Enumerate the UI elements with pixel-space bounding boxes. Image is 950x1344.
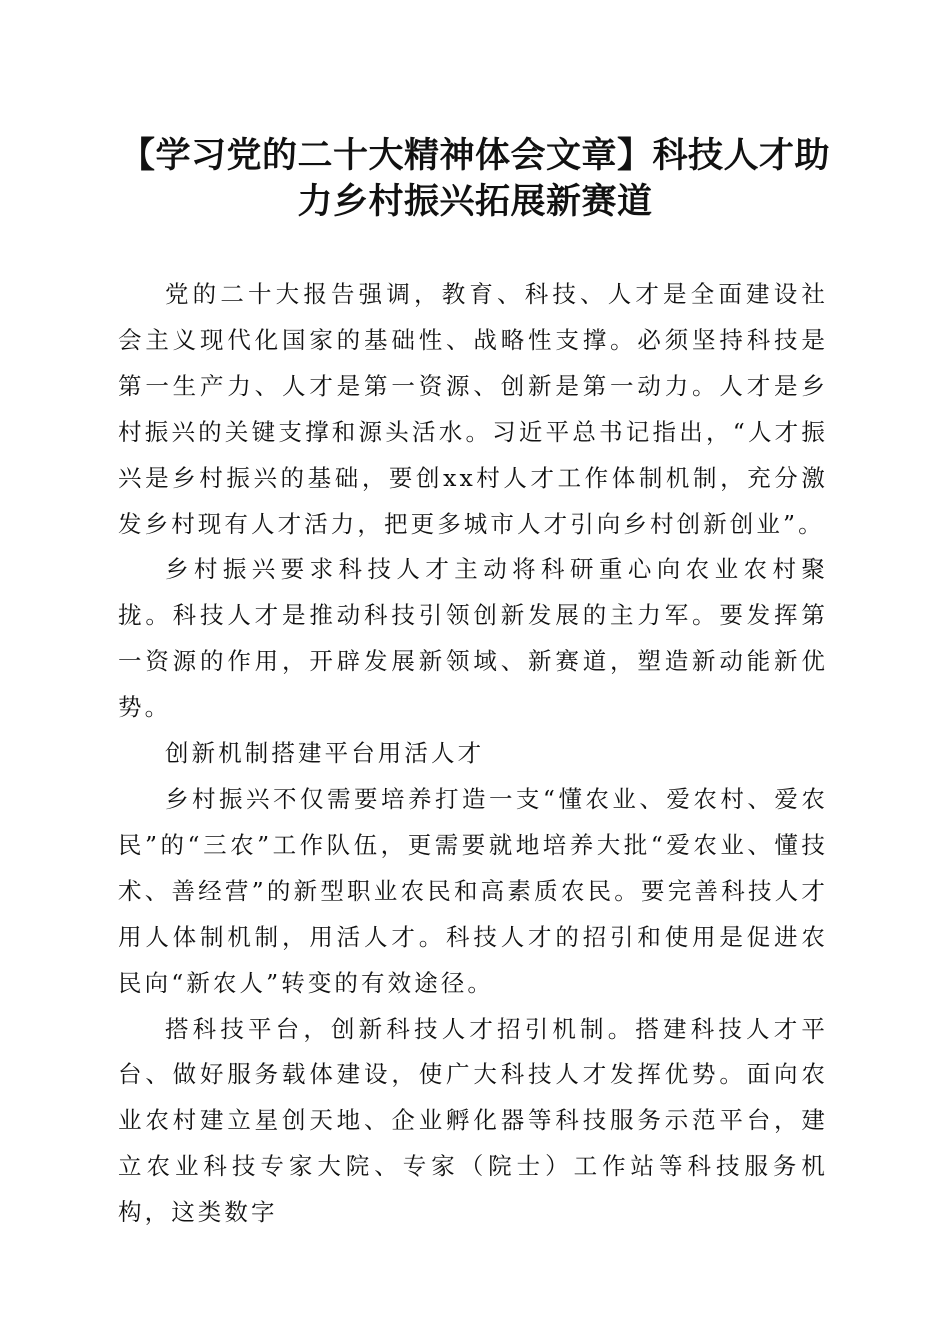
paragraph-intro: 党的二十大报告强调，教育、科技、人才是全面建设社会主义现代化国家的基础性、战略性支撑。必须坚持科技是第一生产力、人才是第一资源、创新是第一动力。人才是乡村振兴的关键支撑和源头活水。习近平总书记指出，“人才振兴是乡村振兴的基础，要创xx村人才工作体制机制，充分激发乡村现有人才活力，把更多城市人才引向乡村创新创业”。	[118, 280, 828, 538]
document-body	[118, 272, 828, 1236]
title-line-1: 【学习党的二十大精神体会文章】科技人才助	[119, 135, 830, 176]
paragraph-tech-platform: 搭科技平台，创新科技人才招引机制。搭建科技人才平台、做好服务载体建设，使广大科技人才发挥优势。面向农业农村建立星创天地、企业孵化器等科技服务示范平台，建立农业科技专家大院、专家（院士）工作站等科技服务机构，这类数字	[118, 1014, 828, 1227]
title-line-2: 力乡村振兴拓展新赛道	[297, 181, 653, 222]
paragraph-talent-cultivation: 乡村振兴不仅需要培养打造一支“懂农业、爱农村、爱农民”的“三农”工作队伍，更需要就地培养大批“爱农业、懂技术、善经营”的新型职业农民和高素质农民。要完善科技人才用人体制机制，用活人才。科技人才的招引和使用是促进农民向“新农人”转变的有效途径。	[118, 784, 828, 997]
paragraph-rural-revitalization: 乡村振兴要求科技人才主动将科研重心向农业农村聚拢。科技人才是推动科技引领创新发展的主力军。要发挥第一资源的作用，开辟发展新领域、新赛道，塑造新动能新优势。	[118, 555, 828, 722]
document-title	[110, 133, 840, 225]
section-heading: 创新机制搭建平台用活人才	[165, 739, 485, 768]
